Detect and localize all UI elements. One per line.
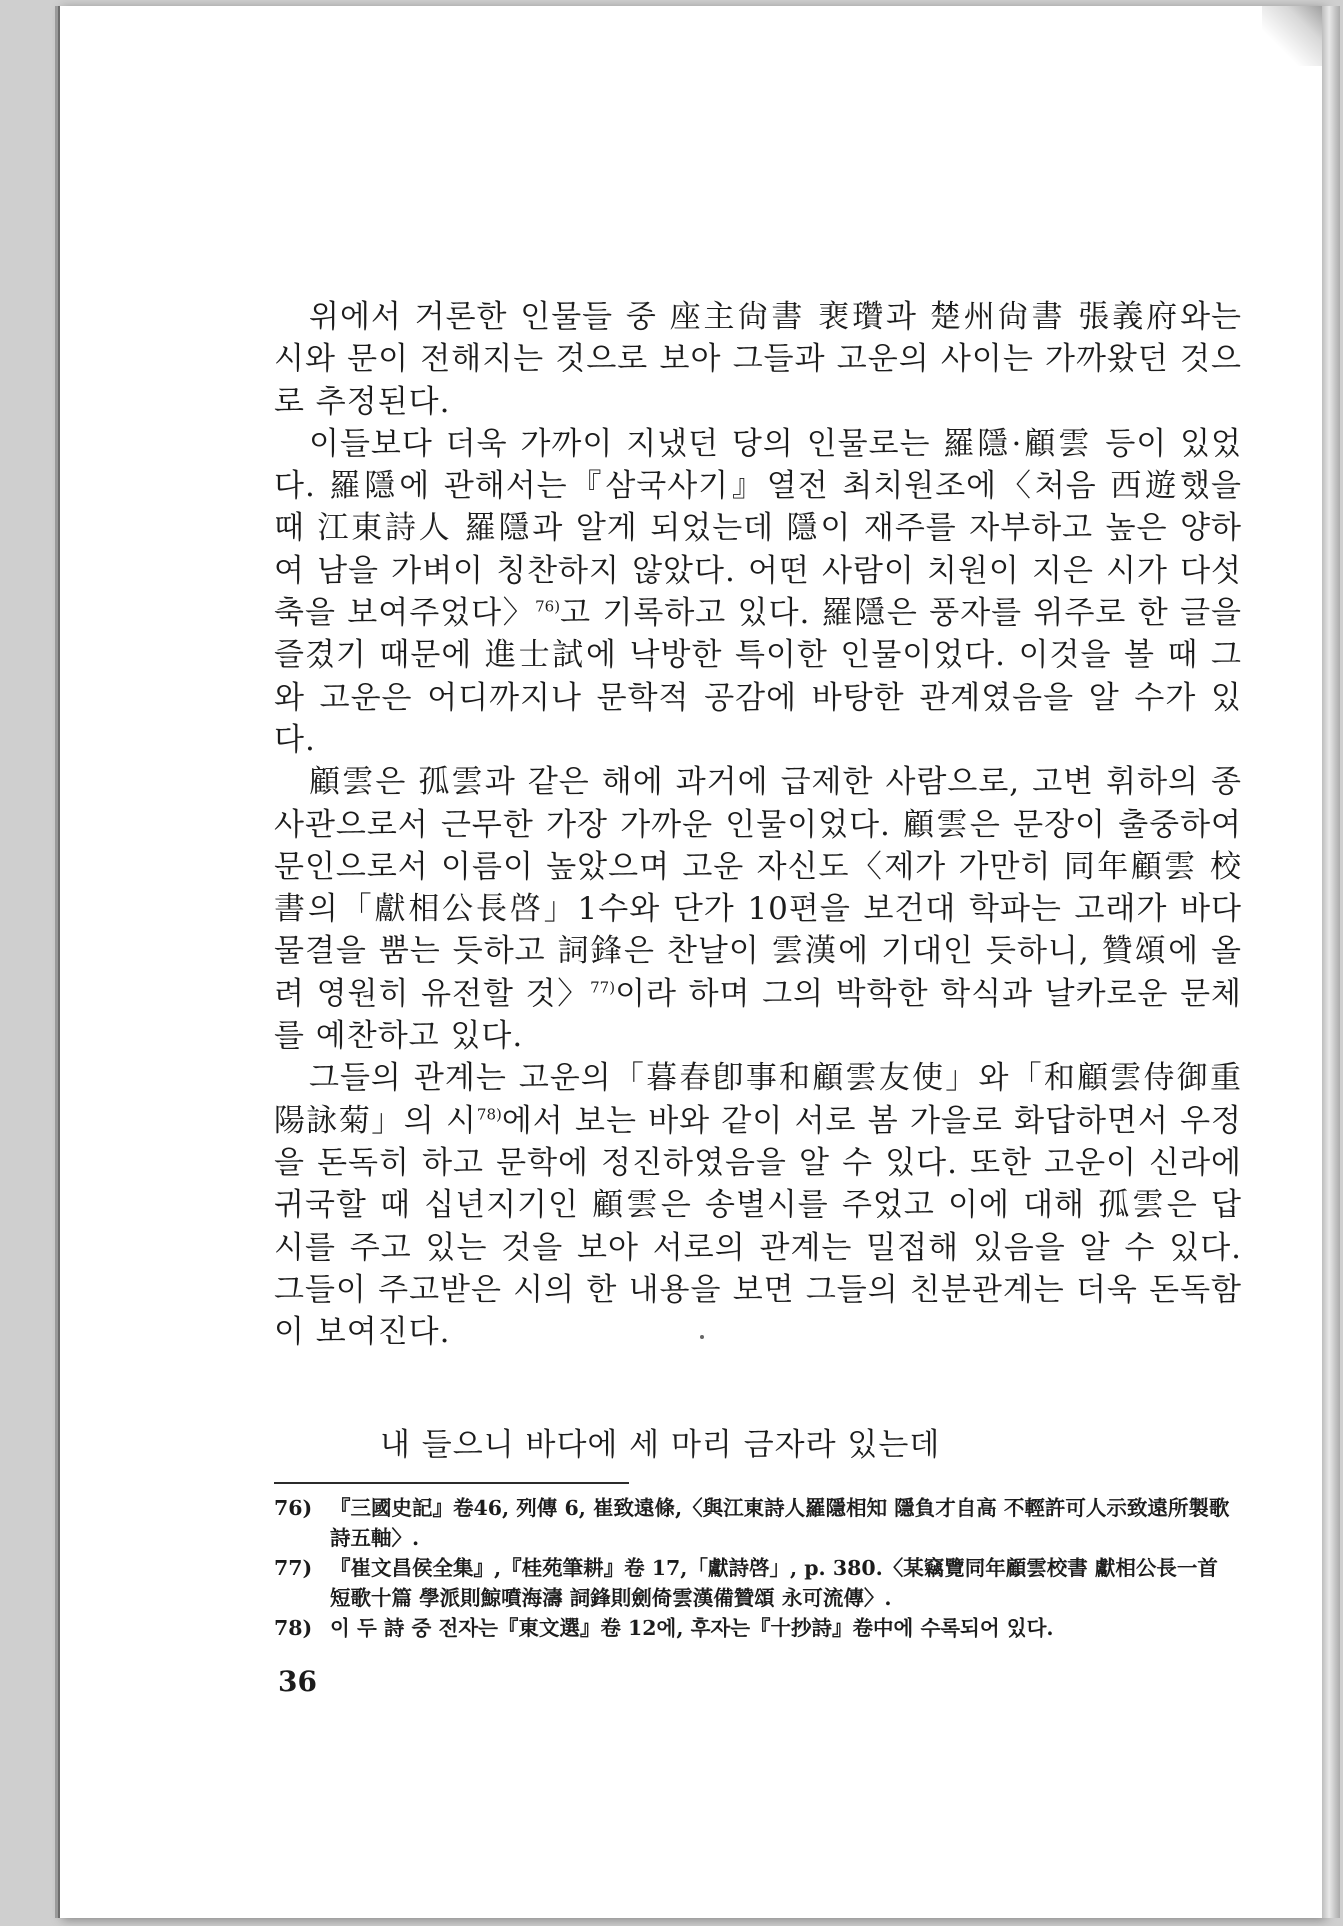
footnote-ref-77[interactable]: 77) xyxy=(590,978,616,997)
page-edge xyxy=(1322,6,1340,1918)
body-text xyxy=(274,296,1242,1353)
footnote-text: 『崔文昌侯全集』,『桂苑筆耕』卷 17,「獻詩啓」, p. 380.〈某竊覽同年顧雲校書 獻相公長一首 短歌十篇 學派則鯨噴海濤 詞鋒則劍倚雲漢備贊頌 永可流傳〉. xyxy=(330,1556,1218,1610)
footnote-number: 78) xyxy=(274,1616,313,1640)
footnote-text: 『三國史記』卷46, 列傳 6, 崔致遠條,〈與江東詩人羅隱相知 隱負才自高 不輕許可人示致遠所製歌詩五軸〉. xyxy=(330,1496,1230,1550)
book-page xyxy=(58,6,1322,1918)
page-corner-shadow xyxy=(1262,6,1322,66)
paragraph-3: 顧雲은 孤雲과 같은 해에 과거에 급제한 사람으로, 고변 휘하의 종사관으로서 근무한 가장 가까운 인물이었다. 顧雲은 문장이 출중하여 문인으로서 이름이 높았으며 고운 자신도〈제가 가만히 同年顧雲 校書의「獻相公長啓」1수와 단가 10편을 보건대 학파는 고래가 바다 물결을 뿜는 듯하고 詞鋒은 찬날이 雲漢에 기대인 듯하니, 贊頌에 올려 영원히 유전할 것〉$^{77)}$이라 하며 그의 박학한 학식과 날카로운 문체를 예찬하고 있다. xyxy=(274,764,1242,1055)
paragraph-2: 이들보다 더욱 가까이 지냈던 당의 인물로는 羅隱·顧雲 등이 있었다. 羅隱에 관해서는『삼국사기』열전 최치원조에〈처음 西遊했을 때 江東詩人 羅隱과 알게 되었는데 隱이 재주를 자부하고 높은 양하여 남을 가벼이 칭찬하지 않았다. 어떤 사람이 치원이 지은 시가 다섯 축을 보여주었다〉$^{76)}$고 기록하고 있다. 羅隱은 풍자를 위주로 한 글을 즐겼기 때문에 進士試에 낙방한 특이한 인물이었다. 이것을 볼 때 그와 고운은 어디까지나 문학적 공감에 바탕한 관계였음을 알 수가 있다. xyxy=(274,425,1242,758)
footnotes xyxy=(274,1493,1242,1643)
footnote-number: 76) xyxy=(274,1496,313,1520)
footnote-text: 이 두 詩 중 전자는『東文選』卷 12에, 후자는『十抄詩』卷中에 수록되어 있다. xyxy=(330,1616,1054,1640)
print-speck xyxy=(700,1335,704,1339)
footnote-ref-76[interactable]: 76) xyxy=(535,597,561,616)
footnote-77 xyxy=(274,1553,1242,1613)
footnote-78 xyxy=(274,1613,1242,1643)
paragraph-4: 그들의 관계는 고운의「暮春卽事和顧雲友使」와「和顧雲侍御重陽詠菊」의 시$^{78)}$에서 보는 바와 같이 서로 봄 가을로 화답하면서 우정을 돈독히 하고 문학에 정진하였음을 알 수 있다. 또한 고운이 신라에 귀국할 때 십년지기인 顧雲은 송별시를 주었고 이에 대해 孤雲은 답시를 주고 있는 것을 보아 서로의 관계는 밀접해 있음을 알 수 있다. 그들이 주고받은 시의 한 내용을 보면 그들의 친분관계는 더욱 돈독함이 보여진다. xyxy=(274,1060,1242,1351)
verse-line: 내 들으니 바다에 세 마리 금자라 있는데 xyxy=(380,1427,941,1463)
footnote-number: 77) xyxy=(274,1556,313,1580)
page-number: 36 xyxy=(278,1665,317,1698)
footnote-separator xyxy=(274,1482,629,1484)
footnote-76 xyxy=(274,1493,1242,1553)
paragraph-1: 위에서 거론한 인물들 중 座主尙書 裵瓚과 楚州尙書 張義府와는 시와 문이 전해지는 것으로 보아 그들과 고운의 사이는 가까왔던 것으로 추정된다. xyxy=(274,299,1242,420)
footnote-ref-78[interactable]: 78) xyxy=(476,1105,502,1124)
